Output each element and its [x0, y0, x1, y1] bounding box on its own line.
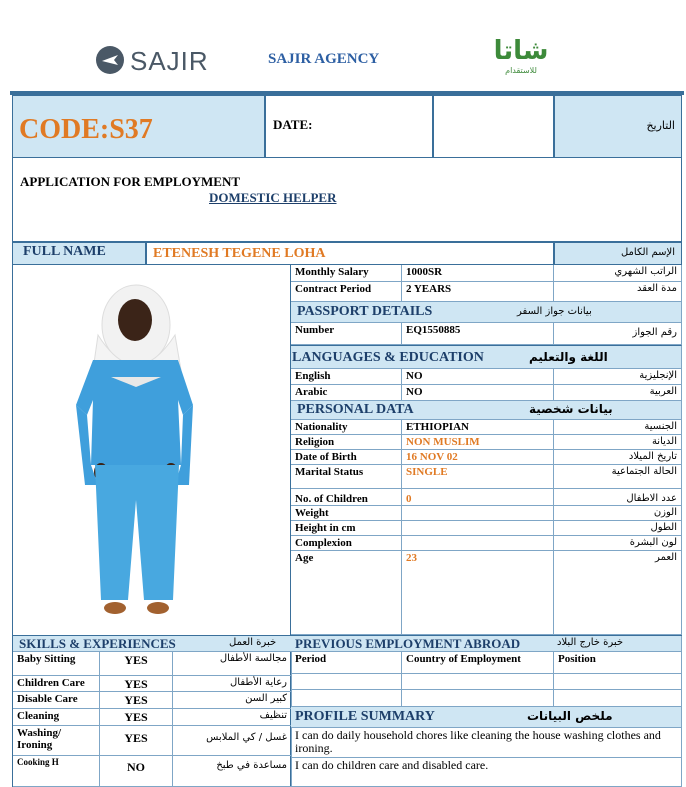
plane-icon [96, 46, 124, 74]
passport-number-value: EQ1550885 [402, 323, 554, 345]
previous-header [291, 636, 682, 652]
application-subtitle: DOMESTIC HELPER [209, 190, 337, 205]
skill-cleaning-label: Cleaning [13, 709, 100, 726]
skills-header [13, 636, 292, 652]
skill-disablecare-value: YES [100, 692, 173, 709]
dob-value: 16 NOV 02 [402, 450, 554, 465]
passport-number-ar: رقم الجواز [554, 323, 682, 345]
previous-col-position: Position [554, 652, 682, 674]
skill-babysitting-ar: مجالسة الأطفال [173, 652, 292, 676]
arabic-value: NO [402, 385, 554, 401]
marital-ar: الحالة الجتماعية [554, 465, 682, 489]
previous-row-2-period [291, 690, 402, 707]
complexion-label: Complexion [291, 536, 402, 551]
skill-cleaning-ar: تنظيف [173, 709, 292, 726]
nationality-label: Nationality [291, 420, 402, 435]
sajir-logo-text: SAJIR [130, 46, 209, 76]
date-ar-cell [554, 95, 682, 158]
skill-cooking-label: Cooking H [13, 756, 100, 787]
full-name-label: FULL NAME [23, 244, 106, 259]
contract-period-ar: مدة العقد [554, 282, 682, 302]
full-name-value: ETENESH TEGENE LOHA [153, 246, 326, 261]
religion-label: Religion [291, 435, 402, 450]
profile-header [291, 707, 682, 728]
skill-washing-label: Washing/ Ironing [13, 726, 100, 756]
age-ar: العمر [554, 551, 682, 635]
passport-title-ar: بيانات جواز السفر [517, 306, 592, 317]
complexion-ar: لون البشرة [554, 536, 682, 551]
languages-title: LANGUAGES & EDUCATION [292, 350, 484, 365]
application-title-box [12, 158, 682, 242]
sajir-logo [96, 44, 209, 78]
full-name-label-cell [12, 242, 146, 265]
profile-title-ar: ملخص البيانات [527, 709, 613, 723]
nationality-ar: الجنسية [554, 420, 682, 435]
skill-childcare-ar: رعاية الأطفال [173, 676, 292, 692]
monthly-salary-label: Monthly Salary [291, 265, 402, 282]
religion-ar: الديانة [554, 435, 682, 450]
height-ar: الطول [554, 521, 682, 536]
dob-label: Date of Birth [291, 450, 402, 465]
shata-logo-sub: للاستقدام [505, 66, 537, 75]
dob-ar: تاريخ الميلاد [554, 450, 682, 465]
skill-cooking-value: NO [100, 756, 173, 787]
skill-childcare-value: YES [100, 676, 173, 692]
marital-value: SINGLE [402, 465, 554, 489]
application-title: APPLICATION FOR EMPLOYMENT [20, 174, 241, 189]
passport-title: PASSPORT DETAILS [297, 304, 433, 319]
marital-label: Marital Status [291, 465, 402, 489]
previous-col-country: Country of Employment [402, 652, 554, 674]
arabic-label: Arabic [291, 385, 402, 401]
arabic-ar: العربية [554, 385, 682, 401]
skill-babysitting-label: Baby Sitting [13, 652, 100, 676]
languages-header [291, 345, 682, 369]
personal-title: PERSONAL DATA [297, 402, 414, 417]
children-value: 0 [402, 489, 554, 506]
skill-disablecare-label: Disable Care [13, 692, 100, 709]
date-ar-label: التاريخ [646, 119, 675, 132]
skill-childcare-label: Children Care [13, 676, 100, 692]
details-table [291, 265, 682, 635]
english-label: English [291, 369, 402, 385]
contract-period-label: Contract Period [291, 282, 402, 302]
english-ar: الإنجليزية [554, 369, 682, 385]
weight-label: Weight [291, 506, 402, 521]
previous-row-2-position [554, 690, 682, 707]
date-cell [265, 95, 433, 158]
full-name-value-cell [146, 242, 554, 265]
religion-value: NON MUSLIM [402, 435, 554, 450]
code-value: CODE:S37 [19, 114, 153, 145]
english-value: NO [402, 369, 554, 385]
agency-name: SAJIR AGENCY [268, 51, 380, 67]
skill-disablecare-ar: كبير السن [173, 692, 292, 709]
profile-line-2: I can do children care and disabled care. [291, 758, 682, 787]
previous-employment-table [291, 636, 682, 787]
personal-title-ar: بيانات شخصية [529, 402, 613, 416]
previous-title: PREVIOUS EMPLOYMENT ABROAD [295, 636, 521, 651]
age-value: 23 [402, 551, 554, 635]
previous-row-1-country [402, 674, 554, 690]
languages-title-ar: اللغة والتعليم [529, 350, 608, 364]
previous-row-1-position [554, 674, 682, 690]
monthly-salary-value: 1000SR [402, 265, 554, 282]
personal-header [291, 401, 682, 420]
previous-col-period: Period [291, 652, 402, 674]
previous-title-ar: خبرة خارج البلاد [557, 637, 624, 648]
skill-cooking-ar: مساعدة في طبخ [173, 756, 292, 787]
shata-logo [486, 28, 556, 92]
code-cell [12, 95, 265, 158]
full-name-ar: الإسم الكامل [620, 247, 675, 258]
passport-header [291, 302, 682, 323]
nationality-value: ETHIOPIAN [402, 420, 554, 435]
skill-cleaning-value: YES [100, 709, 173, 726]
date-label: DATE: [273, 117, 313, 132]
complexion-value [402, 536, 554, 551]
candidate-photo [13, 265, 292, 635]
shata-logo-text: شاتا [493, 36, 549, 66]
previous-row-2-country [402, 690, 554, 707]
photo-cell [12, 265, 291, 635]
previous-row-1-period [291, 674, 402, 690]
profile-line-1: I can do daily household chores like cleaning the house washing clothes and ironing. [291, 728, 682, 758]
height-value [402, 521, 554, 536]
passport-number-label: Number [291, 323, 402, 345]
skills-title-ar: خبرة العمل [229, 637, 277, 648]
weight-value [402, 506, 554, 521]
weight-ar: الوزن [554, 506, 682, 521]
profile-title: PROFILE SUMMARY [295, 709, 435, 724]
monthly-salary-ar: الراتب الشهري [554, 265, 682, 282]
age-label: Age [291, 551, 402, 635]
skill-babysitting-value: YES [100, 652, 173, 676]
children-label: No. of Children [291, 489, 402, 506]
children-ar: عدد الاطفال [554, 489, 682, 506]
height-label: Height in cm [291, 521, 402, 536]
skills-title: SKILLS & EXPERIENCES [19, 636, 176, 651]
skill-washing-value: YES [100, 726, 173, 756]
full-name-ar-cell [554, 242, 682, 265]
skills-table [12, 636, 291, 787]
date-value-cell [433, 95, 554, 158]
contract-period-value: 2 YEARS [402, 282, 554, 302]
skill-washing-ar: غسل / كي الملابس [173, 726, 292, 756]
